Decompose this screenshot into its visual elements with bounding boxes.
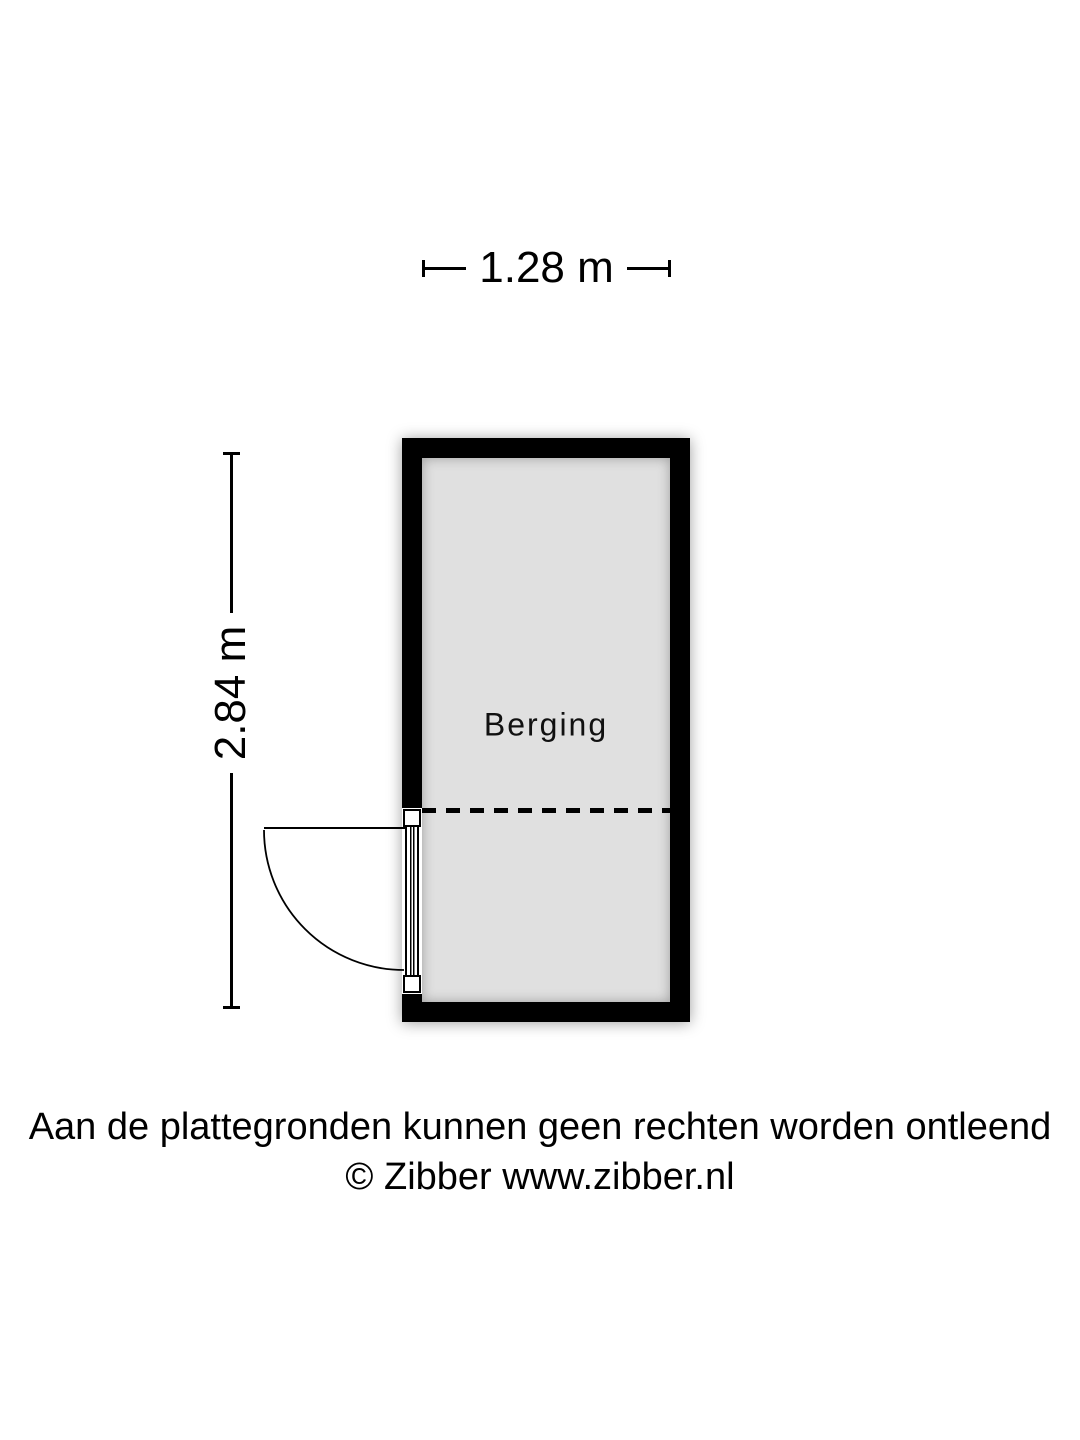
footer: [0, 1102, 1080, 1202]
copyright-text: © Zibber www.zibber.nl: [345, 1156, 735, 1198]
dimension-line-bottom: [230, 773, 233, 1006]
width-dimension: [422, 243, 671, 292]
disclaimer-text: Aan de plattegronden kunnen geen rechten worden ontleend: [28, 1106, 1052, 1148]
door-swing-arc: [255, 820, 415, 980]
width-dimension-label: 1.28 m: [479, 243, 614, 292]
room-divider-dashed-line: [422, 808, 670, 813]
dimension-line-right: [627, 267, 668, 270]
height-dimension-label-wrap: [208, 618, 254, 768]
room-label: Berging: [483, 706, 609, 743]
height-dimension-label: 2.84 m: [206, 625, 255, 761]
dimension-line-left: [425, 267, 466, 270]
dimension-line-top: [230, 455, 233, 613]
dimension-tick-bottom: [223, 1006, 240, 1009]
room-walls: [402, 438, 690, 1022]
dimension-tick-right: [668, 260, 671, 277]
height-dimension: [208, 452, 254, 1009]
room-floor: [422, 458, 670, 1002]
